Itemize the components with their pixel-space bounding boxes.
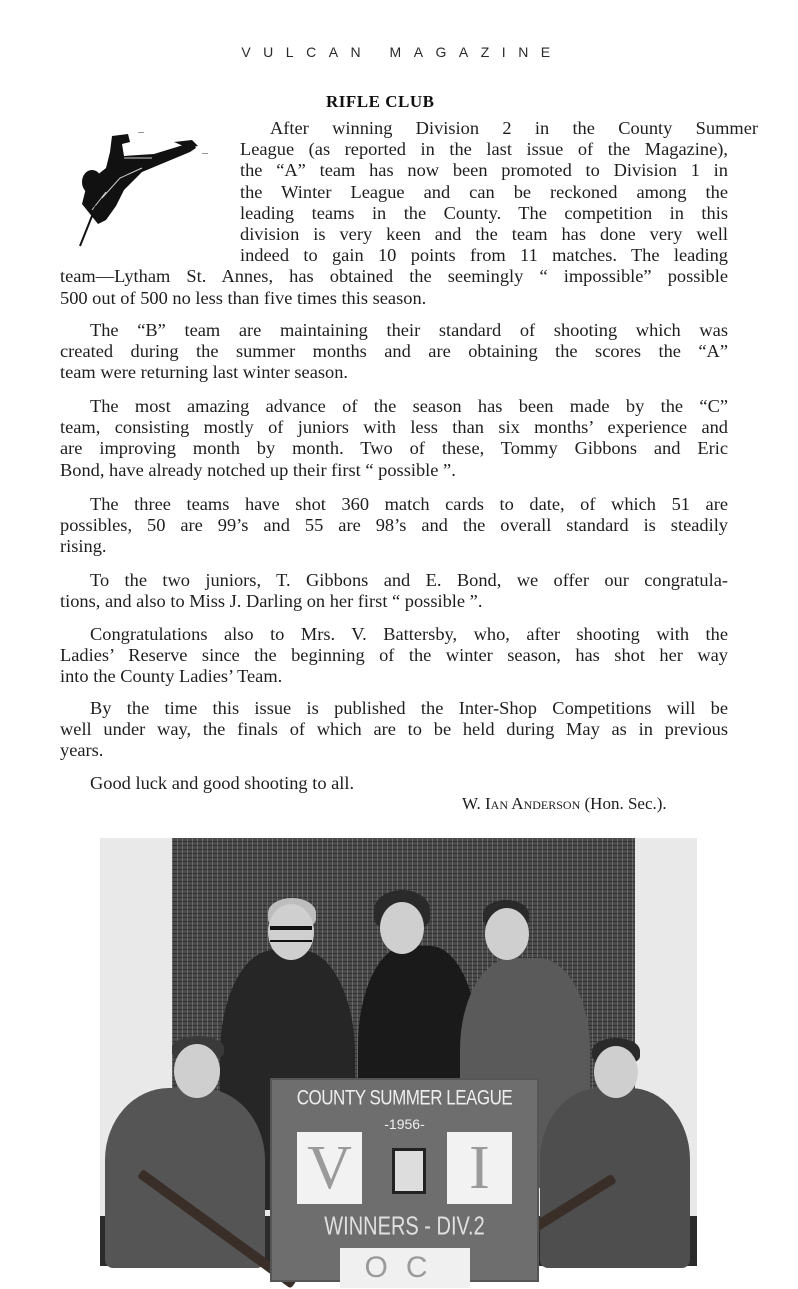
paragraph-closing: [60, 773, 728, 794]
text-line: leading teams in the County. The competition in this: [240, 202, 728, 223]
text-line: division is very keen and the team has done very well: [240, 223, 728, 244]
banner-letter-v: V: [307, 1134, 352, 1202]
banner-letter-i: I: [469, 1134, 490, 1202]
signature-initial: W.: [462, 794, 485, 813]
text-line: rising.: [60, 536, 107, 557]
text-line: into the County Ladies’ Team.: [60, 666, 283, 687]
person-head: [380, 902, 424, 954]
text-line: the Winter League and can be reckoned among the: [240, 181, 728, 202]
text-line: team—Lytham St. Annes, has obtained the seemingly “ impossible” possible: [60, 266, 728, 287]
text-line: tions, and also to Miss J. Darling on her first “ possible ”.: [60, 591, 483, 612]
text-line: Good luck and good shooting to all.: [90, 773, 355, 793]
glasses-icon: [270, 926, 312, 942]
signature-role: (Hon. Sec.).: [580, 794, 667, 813]
league-banner: [270, 1078, 539, 1282]
text-line: The most amazing advance of the season has been made by the “C”: [90, 396, 728, 416]
text-line: To the two juniors, T. Gibbons and E. Bond, we offer our congratula-: [90, 570, 728, 590]
team-photograph: [100, 838, 697, 1284]
text-line: 500 out of 500 no less than five times this season.: [60, 287, 427, 308]
intro-paragraph: [60, 118, 758, 309]
banner-lower-letters: OC: [340, 1248, 470, 1288]
paragraph-juniors: [60, 570, 728, 612]
person-head: [174, 1044, 220, 1098]
text-line: By the time this issue is published the Inter-Shop Competitions will be: [90, 698, 728, 718]
paragraph-inter-shop: [60, 698, 728, 762]
text-line: Congratulations also to Mrs. V. Battersby, who, after shooting with the: [90, 624, 728, 644]
text-line: indeed to gain 10 points from 11 matches. The leading: [240, 245, 728, 266]
banner-year: -1956-: [384, 1116, 425, 1132]
text-line: are improving month by month. Two of these, Tommy Gibbons and Eric: [60, 438, 728, 459]
person-head: [594, 1046, 638, 1098]
text-line: League (as reported in the last issue of the Magazine),: [240, 139, 728, 160]
person-head: [485, 908, 529, 960]
article-title: RIFLE CLUB: [326, 92, 435, 111]
running-head: VULCAN MAGAZINE: [241, 44, 563, 60]
banner-title: COUNTY SUMMER LEAGUE: [296, 1085, 513, 1110]
banner-portrait: [392, 1148, 426, 1194]
text-line: Ladies’ Reserve since the beginning of the winter season, has shot her way: [60, 645, 728, 666]
text-line: possibles, 50 are 99’s and 55 are 98’s and the overall standard is steadily: [60, 515, 728, 536]
signature: [462, 794, 667, 814]
paragraph-b-team: [60, 320, 728, 384]
banner-subtitle: WINNERS - DIV.2: [324, 1212, 485, 1242]
paragraph-match-cards: [60, 494, 728, 558]
person-kneeling-right: [540, 1088, 690, 1268]
text-line: team were returning last winter season.: [60, 362, 349, 383]
paragraph-c-team: [60, 396, 728, 481]
text-line: The “B” team are maintaining their standard of shooting which was: [90, 320, 728, 340]
text-line: created during the summer months and are obtaining the scores the “A”: [60, 341, 728, 362]
text-line: well under way, the finals of which are to be held during May as in previous: [60, 719, 728, 740]
text-line: the “A” team has now been promoted to Division 1 in: [240, 160, 728, 181]
signature-name: Ian Anderson: [485, 794, 581, 813]
text-line: years.: [60, 740, 104, 761]
paragraph-battersby: [60, 624, 728, 688]
text-line: After winning Division 2 in the County Summer: [270, 118, 758, 138]
text-line: The three teams have shot 360 match cards to date, of which 51 are: [90, 494, 728, 514]
text-line: Bond, have already notched up their first “ possible ”.: [60, 459, 456, 480]
text-line: team, consisting mostly of juniors with less than six months’ experience and: [60, 417, 728, 438]
